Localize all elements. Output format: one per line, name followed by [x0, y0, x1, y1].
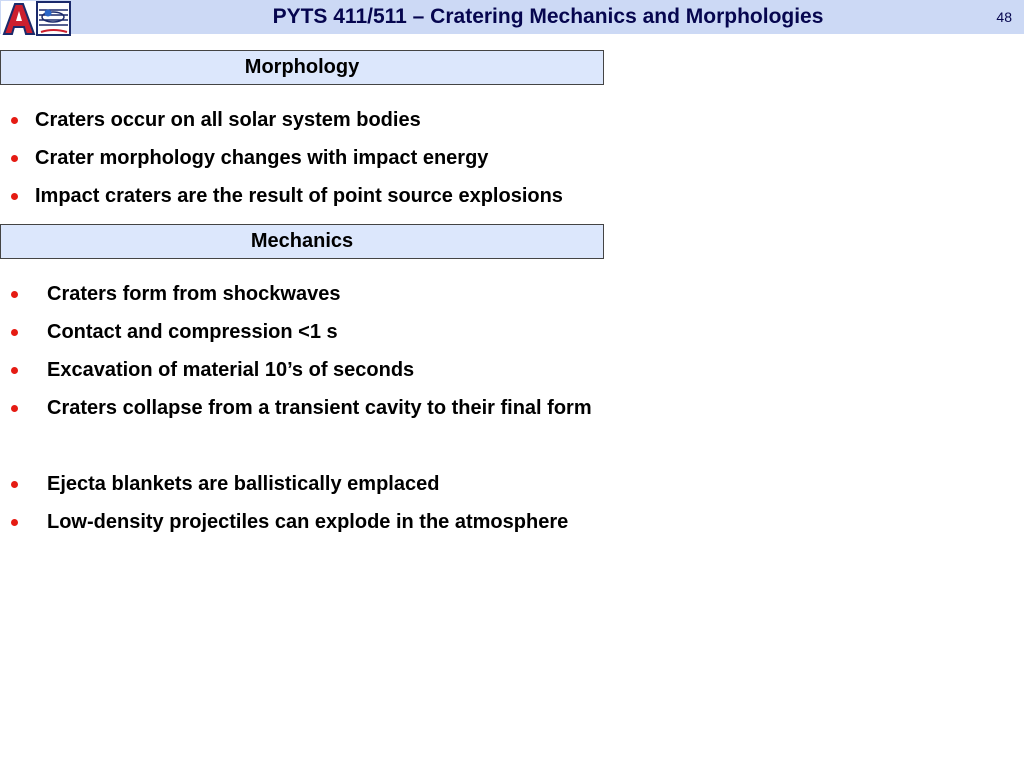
bullet-icon — [11, 405, 18, 412]
bullet-text: Low-density projectiles can explode in the atmosphere — [47, 511, 569, 533]
bullet-icon — [11, 481, 18, 488]
bullet-icon — [11, 291, 18, 298]
bullet-icon — [11, 329, 18, 336]
bullet-text: Craters collapse from a transient cavity to their final form — [47, 397, 592, 419]
bullet-icon — [11, 519, 18, 526]
slide-title: PYTS 411/511 – Cratering Mechanics and Morphologies — [272, 5, 824, 28]
bullet-icon — [11, 367, 18, 374]
bullet-icon — [11, 155, 18, 162]
bullet-text: Ejecta blankets are ballistically emplaced — [47, 473, 440, 495]
slide-number: 48 — [996, 9, 1012, 25]
bullet-text: Contact and compression <1 s — [47, 321, 338, 343]
mechanics-heading: Mechanics — [0, 224, 604, 259]
morphology-heading: Morphology — [0, 50, 604, 85]
bullet-text: Craters occur on all solar system bodies — [35, 109, 421, 131]
bullet-text: Craters form from shockwaves — [47, 283, 341, 305]
bullet-text: Excavation of material 10’s of seconds — [47, 359, 415, 381]
bullet-text: Impact craters are the result of point source explosions — [35, 185, 563, 207]
bullet-icon — [11, 117, 18, 124]
bullet-text: Crater morphology changes with impact energy — [35, 147, 489, 169]
bullet-icon — [11, 193, 18, 200]
